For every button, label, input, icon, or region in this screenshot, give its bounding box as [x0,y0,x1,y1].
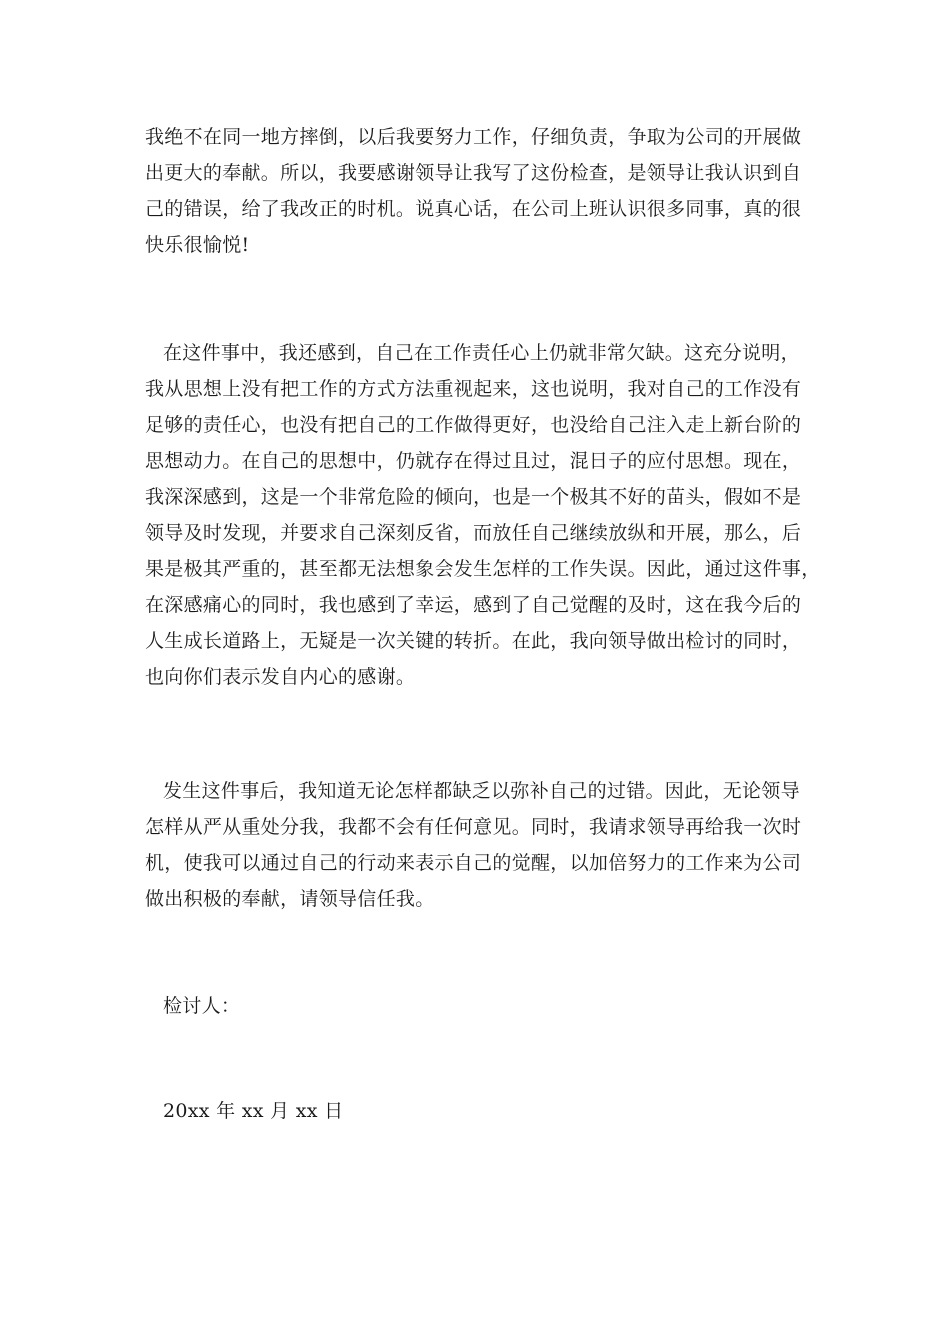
paragraph-1-line-3: 己的错误，给了我改正的时机。说真心话，在公司上班认识很多同事，真的很 [145,198,802,220]
paragraph-1-line-1: 我绝不在同一地方摔倒，以后我要努力工作，仔细负责，争取为公司的开展做 [145,126,802,148]
paragraph-2-line-1: 在这件事中，我还感到，自己在工作责任心上仍就非常欠缺。这充分说明， [163,342,800,364]
paragraph-2-line-9: 人生成长道路上，无疑是一次关键的转折。在此，我向领导做出检讨的同时， [145,630,802,652]
paragraph-2-line-10: 也向你们表示发自内心的感谢。 [145,666,416,688]
paragraph-3-line-3: 机，使我可以通过自己的行动来表示自己的觉醒，以加倍努力的工作来为公司 [145,852,802,874]
paragraph-3-line-1: 发生这件事后，我知道无论怎样都缺乏以弥补自己的过错。因此，无论领导 [163,780,800,802]
paragraph-2-line-4: 思想动力。在自己的思想中，仍就存在得过且过，混日子的应付思想。现在， [145,450,802,472]
paragraph-2-line-3: 足够的责任心，也没有把自己的工作做得更好，也没给自己注入走上新台阶的 [145,414,802,436]
paragraph-2-line-2: 我从思想上没有把工作的方式方法重视起来，这也说明，我对自己的工作没有 [145,378,802,400]
date-line: 20xx 年 xx 月 xx 日 [163,1100,344,1122]
paragraph-3-line-4: 做出积极的奉献，请领导信任我。 [145,888,435,910]
paragraph-2-line-5: 我深深感到，这是一个非常危险的倾向，也是一个极其不好的苗头，假如不是 [145,486,802,508]
paragraph-2-line-8: 在深感痛心的同时，我也感到了幸运，感到了自己觉醒的及时，这在我今后的 [145,594,802,616]
paragraph-2-line-7: 果是极其严重的，甚至都无法想象会发生怎样的工作失误。因此，通过这件事， [145,558,821,580]
paragraph-1-line-4: 快乐很愉悦! [145,234,250,256]
paragraph-2-line-6: 领导及时发现，并要求自己深刻反省，而放任自己继续放纵和开展，那么，后 [145,522,802,544]
signature-label: 检讨人： [163,995,241,1017]
paragraph-1-line-2: 出更大的奉献。所以，我要感谢领导让我写了这份检查，是领导让我认识到自 [145,162,802,184]
paragraph-3-line-2: 怎样从严从重处分我，我都不会有任何意见。同时，我请求领导再给我一次时 [145,816,802,838]
